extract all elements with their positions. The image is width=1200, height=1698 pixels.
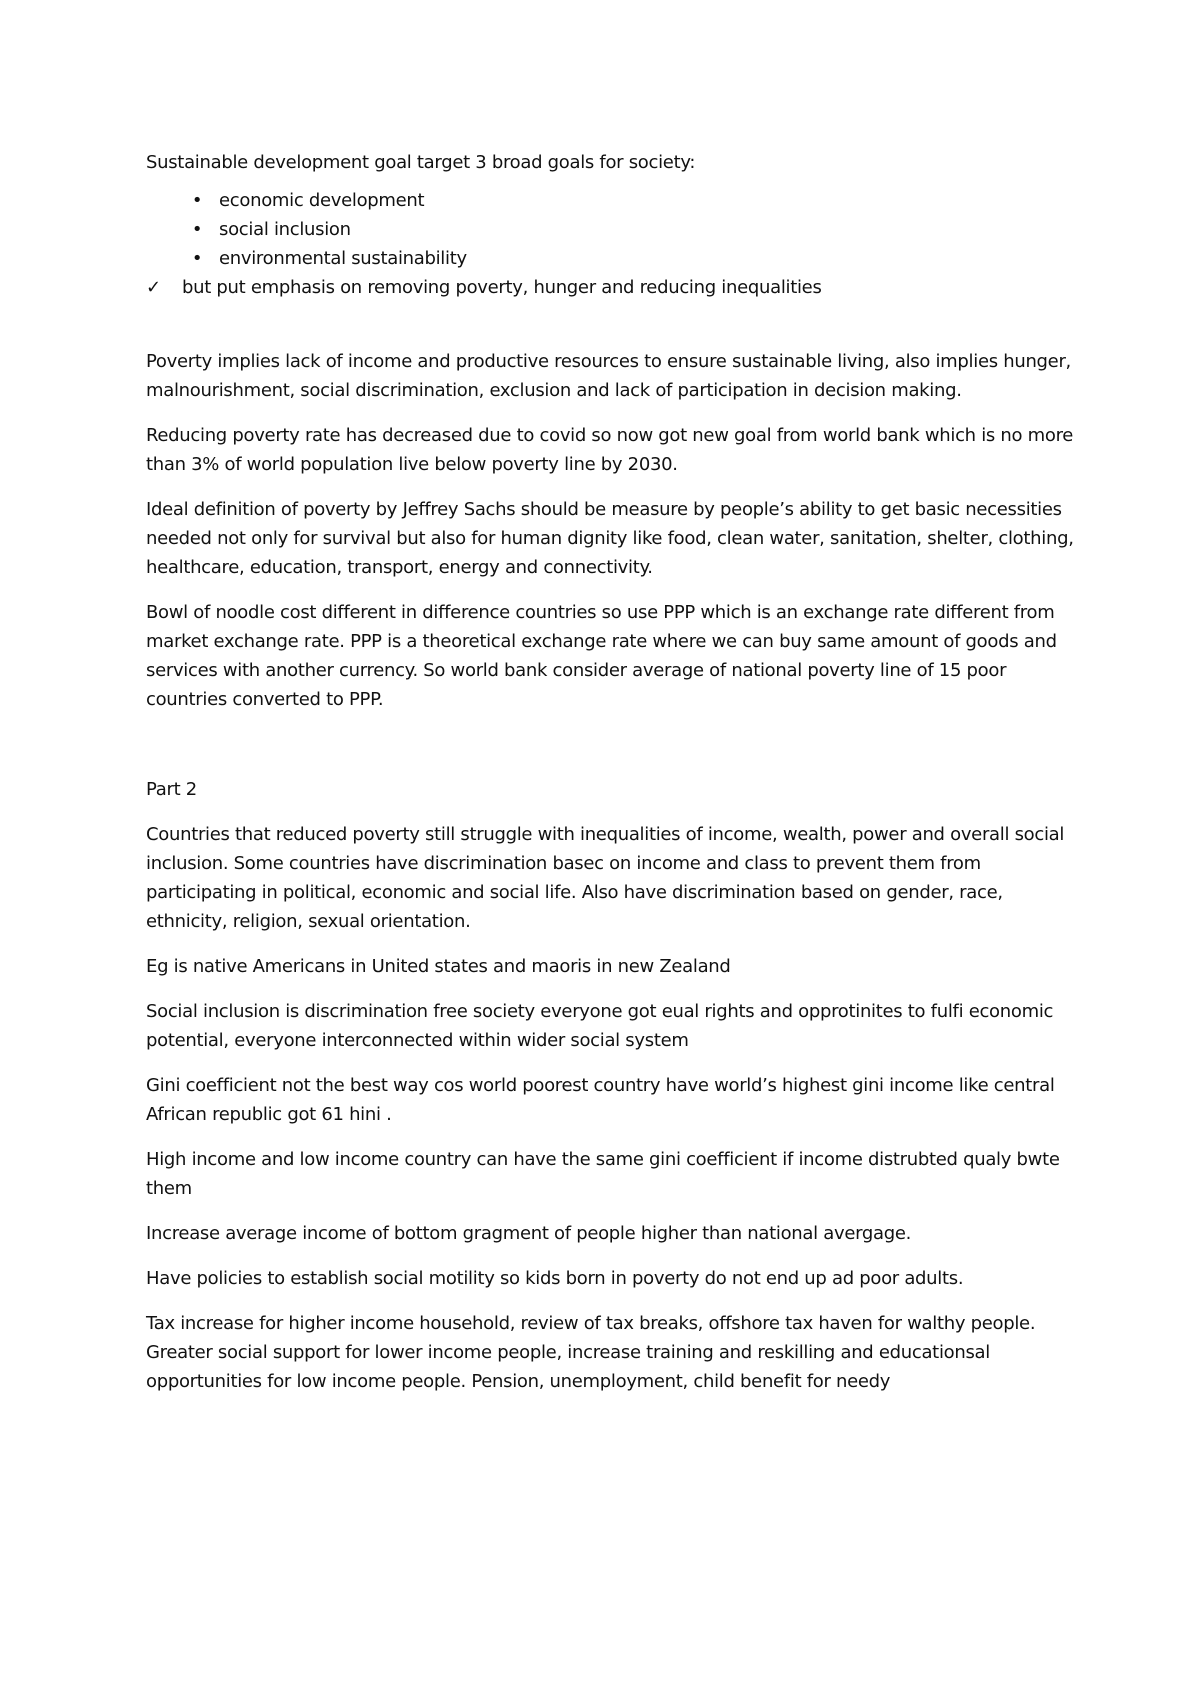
paragraph: Ideal definition of poverty by Jeffrey Sachs should be measure by people’s ability to get basic necessities needed not only for survival but also for human dignity like food, clean water, sanitation, shelter, clothing, healthcare, education, transport, energy and connectivity. xyxy=(146,499,1074,578)
checkmark-icon: ✓ xyxy=(146,277,161,298)
paragraph: High income and low income country can have the same gini coefficient if income distrubted qualy bwte them xyxy=(146,1149,1060,1199)
bullet-icon: • xyxy=(191,248,203,269)
list-item-text: economic development xyxy=(219,190,425,211)
intro-text: Sustainable development goal target 3 broad goals for society: xyxy=(146,152,696,173)
paragraph: Reducing poverty rate has decreased due to covid so now got new goal from world bank which is no more than 3% of world population live below poverty line by 2030. xyxy=(146,425,1074,475)
check-list-item xyxy=(146,273,1086,302)
blank-line xyxy=(146,302,1086,347)
paragraph: Increase average income of bottom gragment of people higher than national avergage. xyxy=(146,1223,912,1244)
list-item-text: social inclusion xyxy=(219,219,351,240)
paragraph: Tax increase for higher income household, review of tax breaks, offshore tax haven for walthy people. Greater social support for lower income people, increase training and reskilling and educationsal opportunities for low income people. Pension, unemployment, child benefit for needy xyxy=(146,1313,1036,1392)
paragraph: Gini coefficient not the best way cos world poorest country have world’s highest gini income like central African republic got 61 hini . xyxy=(146,1075,1055,1125)
list-item xyxy=(146,215,1086,244)
list-item xyxy=(146,244,1086,273)
document-body xyxy=(146,148,1086,1412)
paragraph: Countries that reduced poverty still struggle with inequalities of income, wealth, power and overall social inclusion. Some countries have discrimination basec on income and class to prevent them from participating in political, economic and social life. Also have discrimination based on gender, race, ethnicity, religion, sexual orientation. xyxy=(146,824,1065,932)
paragraph: Social inclusion is discrimination free society everyone got eual rights and opprotinites to fulfi economic potential, everyone interconnected within wider social system xyxy=(146,1001,1054,1051)
bullet-icon: • xyxy=(191,219,203,240)
paragraph: Eg is native Americans in United states and maoris in new Zealand xyxy=(146,956,731,977)
bullet-icon: • xyxy=(191,190,203,211)
paragraph: Poverty implies lack of income and productive resources to ensure sustainable living, also implies hunger, malnourishment, social discrimination, exclusion and lack of participation in decision making. xyxy=(146,351,1071,401)
paragraph: Have policies to establish social motility so kids born in poverty do not end up ad poor adults. xyxy=(146,1268,964,1289)
paragraph: Bowl of noodle cost different in difference countries so use PPP which is an exchange rate different from market exchange rate. PPP is a theoretical exchange rate where we can buy same amount of goods and services with another currency. So world bank consider average of national poverty line of 15 poor countries converted to PPP. xyxy=(146,602,1057,710)
check-item-text: but put emphasis on removing poverty, hunger and reducing inequalities xyxy=(182,277,822,298)
section-heading: Part 2 xyxy=(146,779,197,800)
list-item-text: environmental sustainability xyxy=(219,248,467,269)
blank-line xyxy=(146,730,1086,775)
list-item xyxy=(146,186,1086,215)
goals-list xyxy=(146,186,1086,273)
